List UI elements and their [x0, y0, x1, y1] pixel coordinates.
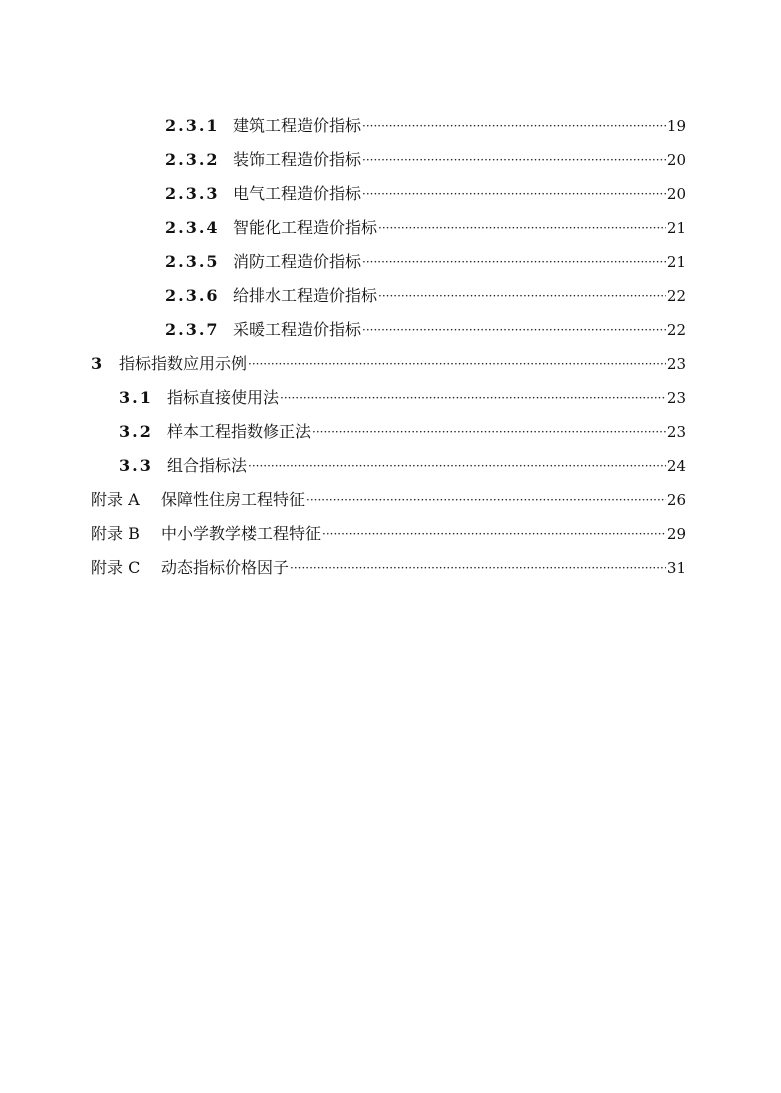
- toc-entry-page: 23: [666, 423, 686, 441]
- dot-leader: [321, 524, 666, 544]
- dot-leader: [361, 150, 666, 170]
- toc-entry-page: 24: [666, 457, 686, 475]
- toc-entry-page: 22: [666, 321, 686, 339]
- toc-entry-3-2[interactable]: [119, 418, 686, 442]
- toc-entry-2-3-4[interactable]: [165, 214, 686, 238]
- toc-entry-number: 2.3.5: [165, 252, 220, 271]
- dot-leader: [279, 388, 666, 408]
- dot-leader: [361, 184, 666, 204]
- toc-entry-page: 26: [666, 491, 686, 509]
- toc-entry-page: 29: [666, 525, 686, 543]
- toc-entry-page: 21: [666, 219, 686, 237]
- toc-entry-2-3-7[interactable]: [165, 316, 686, 340]
- toc-entry-title: 采暖工程造价指标: [233, 320, 362, 339]
- toc-entry-title: 智能化工程造价指标: [233, 218, 378, 237]
- toc-entry-title: 中小学教学楼工程特征: [161, 524, 322, 543]
- toc-entry-2-3-5[interactable]: [165, 248, 686, 272]
- toc-entry-2-3-1[interactable]: [165, 112, 686, 136]
- toc-entry-page: 23: [666, 389, 686, 407]
- dot-leader: [247, 456, 666, 476]
- toc-entry-page: 23: [666, 355, 686, 373]
- toc-entry-title: 装饰工程造价指标: [233, 150, 362, 169]
- dot-leader: [311, 422, 666, 442]
- toc-entry-page: 20: [666, 151, 686, 169]
- toc-entry-number: 2.3.4: [165, 218, 220, 237]
- toc-entry-page: 19: [666, 117, 686, 135]
- dot-leader: [289, 558, 666, 578]
- toc-entry-page: 20: [666, 185, 686, 203]
- dot-leader: [361, 116, 666, 136]
- dot-leader: [361, 252, 666, 272]
- toc-entry-number: 2.3.1: [165, 116, 220, 135]
- toc-entry-appendix-a[interactable]: [91, 486, 686, 510]
- toc-entry-number: 2.3.6: [165, 286, 220, 305]
- dot-leader: [247, 354, 666, 374]
- toc-entry-number: 3: [91, 354, 105, 373]
- toc-entry-number: 2.3.2: [165, 150, 220, 169]
- toc-entry-2-3-2[interactable]: [165, 146, 686, 170]
- toc-entry-2-3-3[interactable]: [165, 180, 686, 204]
- toc-entry-number: 附录 C: [91, 558, 141, 577]
- toc-entry-number: 3.2: [119, 422, 153, 441]
- toc-entry-3-3[interactable]: [119, 452, 686, 476]
- toc-entry-title: 电气工程造价指标: [233, 184, 362, 203]
- toc-entry-page: 31: [666, 559, 686, 577]
- dot-leader: [305, 490, 666, 510]
- toc-entry-title: 保障性住房工程特征: [161, 490, 306, 509]
- toc-entry-title: 给排水工程造价指标: [233, 286, 378, 305]
- toc-entry-title: 组合指标法: [167, 456, 248, 475]
- toc-entry-3[interactable]: [91, 350, 686, 374]
- toc-entry-number: 2.3.7: [165, 320, 220, 339]
- toc-entry-appendix-c[interactable]: [91, 554, 686, 578]
- toc-entry-page: 22: [666, 287, 686, 305]
- dot-leader: [377, 218, 666, 238]
- toc-entry-title: 样本工程指数修正法: [167, 422, 312, 441]
- toc-entry-number: 附录 B: [91, 524, 140, 543]
- toc-entry-number: 3.1: [119, 388, 153, 407]
- toc-entry-title: 指标直接使用法: [167, 388, 280, 407]
- toc-entry-number: 3.3: [119, 456, 153, 475]
- toc-entry-page: 21: [666, 253, 686, 271]
- toc-entry-3-1[interactable]: [119, 384, 686, 408]
- toc-entry-appendix-b[interactable]: [91, 520, 686, 544]
- toc-entry-title: 建筑工程造价指标: [233, 116, 362, 135]
- dot-leader: [377, 286, 666, 306]
- toc-entry-title: 动态指标价格因子: [161, 558, 290, 577]
- toc-entry-number: 附录 A: [91, 490, 140, 509]
- toc-entry-title: 指标指数应用示例: [119, 354, 248, 373]
- dot-leader: [361, 320, 666, 340]
- toc-entry-number: 2.3.3: [165, 184, 220, 203]
- toc-entry-title: 消防工程造价指标: [233, 252, 362, 271]
- toc-entry-2-3-6[interactable]: [165, 282, 686, 306]
